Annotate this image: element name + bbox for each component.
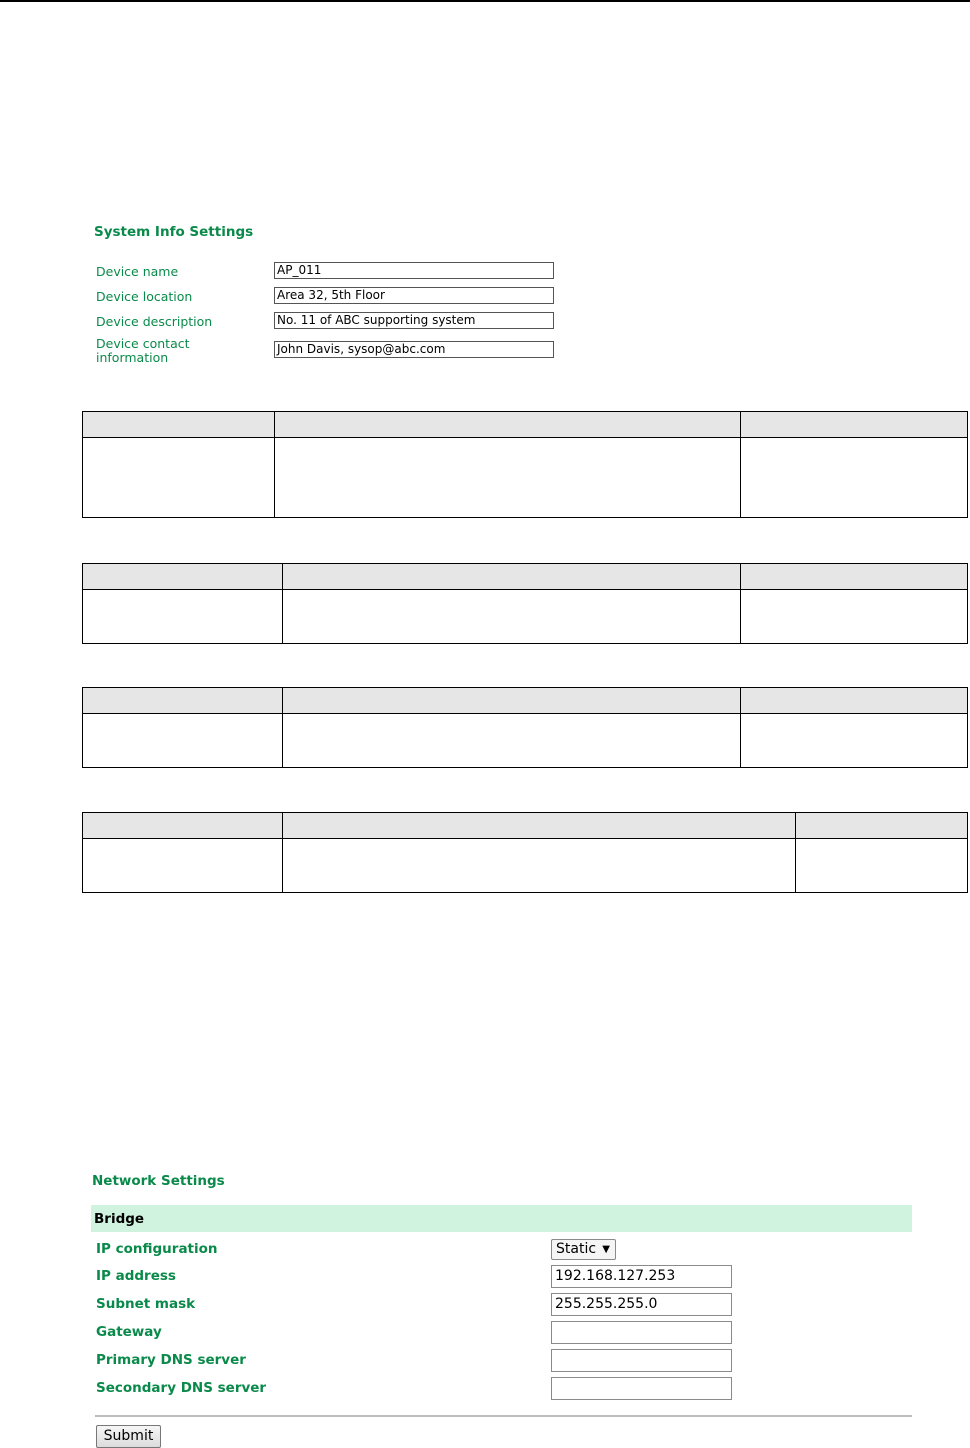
reference-table-1 — [82, 411, 968, 518]
ip-configuration-label: IP configuration — [96, 1241, 218, 1257]
device-name-label: Device name — [96, 264, 179, 279]
network-settings-title: Network Settings — [92, 1173, 225, 1189]
table-row — [83, 714, 968, 768]
primary-dns-input[interactable] — [551, 1349, 732, 1372]
primary-dns-label: Primary DNS server — [96, 1352, 246, 1368]
bridge-section-label: Bridge — [94, 1211, 145, 1227]
device-location-input[interactable]: Area 32, 5th Floor — [274, 287, 554, 304]
subnet-mask-label: Subnet mask — [96, 1296, 196, 1312]
ip-address-label: IP address — [96, 1268, 176, 1284]
gateway-input[interactable] — [551, 1321, 732, 1344]
table-header-row — [83, 564, 968, 590]
device-description-label: Device description — [96, 314, 213, 329]
subnet-mask-input[interactable]: 255.255.255.0 — [551, 1293, 732, 1316]
table-row — [83, 590, 968, 644]
reference-table-4 — [82, 812, 968, 893]
ip-configuration-value: Static — [556, 1241, 597, 1257]
chevron-down-icon: ▼ — [602, 1244, 610, 1255]
submit-button[interactable]: Submit — [96, 1425, 161, 1448]
page-top-rule — [0, 0, 970, 2]
table-header-row — [83, 412, 968, 438]
reference-table-2 — [82, 563, 968, 644]
gateway-label: Gateway — [96, 1324, 162, 1340]
bridge-section-bar — [91, 1205, 912, 1232]
reference-table-3 — [82, 687, 968, 768]
device-contact-input[interactable]: John Davis, sysop@abc.com — [274, 341, 554, 358]
table-row — [83, 438, 968, 518]
device-description-input[interactable]: No. 11 of ABC supporting system — [274, 312, 554, 329]
table-header-row — [83, 813, 968, 839]
table-header-row — [83, 688, 968, 714]
ip-configuration-select[interactable] — [551, 1239, 616, 1260]
table-row — [83, 839, 968, 893]
form-divider — [95, 1415, 912, 1417]
system-info-title: System Info Settings — [94, 224, 254, 240]
device-location-label: Device location — [96, 289, 193, 304]
device-contact-label-line2: information — [96, 350, 169, 365]
device-contact-label — [96, 337, 190, 365]
device-contact-label-line1: Device contact — [96, 336, 190, 351]
secondary-dns-input[interactable] — [551, 1377, 732, 1400]
ip-address-input[interactable]: 192.168.127.253 — [551, 1265, 732, 1288]
device-name-input[interactable]: AP_011 — [274, 262, 554, 279]
secondary-dns-label: Secondary DNS server — [96, 1380, 267, 1396]
